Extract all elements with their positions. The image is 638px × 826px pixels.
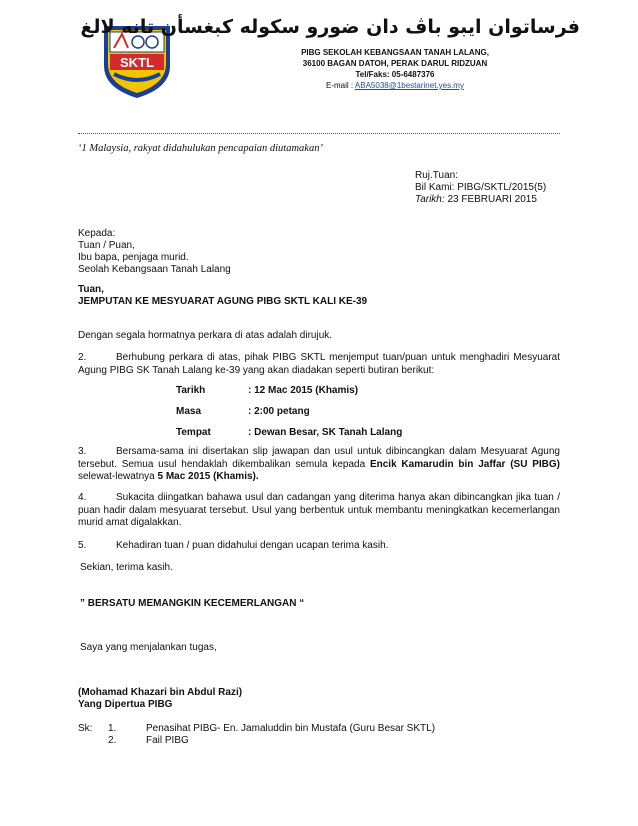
org-line: PIBG SEKOLAH KEBANGSAAN TANAH LALANG, [301,48,489,57]
paragraph-5-text: Kehadiran tuan / puan didahului dengan ucapan terima kasih. [116,540,389,551]
ref-ruj: Ruj.Tuan: [415,170,458,181]
paragraph-4-number: 4. [78,492,87,503]
detail-date-value: : 12 Mac 2015 (Khamis) [248,385,359,396]
tel-line: Tel/Faks: 05-6487376 [355,70,435,79]
email-line [230,81,560,90]
ref-date-label: Tarikh: [415,194,445,205]
detail-time-value: : 2:00 petang [248,406,310,417]
email-link[interactable]: ABA5038@1bestarinet.yes.my [354,81,464,90]
paragraph-1: Dengan segala hormatnya perkara di atas adalah dirujuk. [78,330,333,341]
paragraph-3-text-b: selewat-lewatnya [78,471,158,482]
recipient-line2: Ibu bapa, penjaga murid. [78,252,189,263]
detail-time-label: Masa [176,406,202,417]
paragraph-3-contact: Encik Kamarudin bin Jaffar (SU PIBG) [369,458,560,470]
header-divider [78,133,560,134]
ref-date [415,194,537,207]
ref-bil: Bil Kami: PIBG/SKTL/2015(5) [415,182,547,193]
cc-1-number: 1. [108,723,117,734]
motto: ‘1 Malaysia, rakyat didahulukan pencapaian diutamakan’ [78,143,323,154]
detail-venue-value: : Dewan Besar, SK Tanah Lalang [248,427,403,438]
recipient-line1: Tuan / Puan, [78,240,135,251]
cc-2-number: 2. [108,735,117,746]
paragraph-2-text: Berhubung perkara di atas, pihak PIBG SKTL menjemput tuan/puan untuk menghadiri Mesyuarat Agung PIBG SK Tanah Lalang ke-39 yang akan diadakan seperti butiran berikut: [78,352,560,376]
paragraph-3-number: 3. [78,446,87,457]
email-label: E-mail : [326,81,354,90]
slogan: ” BERSATU MEMANGKIN KECEMERLANGAN “ [80,598,305,609]
detail-venue-label: Tempat [176,427,211,438]
signer-title: Yang Dipertua PIBG [78,699,173,710]
salutation: Tuan, [78,284,104,295]
logo-text: SKTL [120,55,154,70]
paragraph-3-deadline: 5 Mac 2015 (Khamis). [157,471,259,482]
paragraph-5-number: 5. [78,540,87,551]
signer-name: (Mohamad Khazari bin Abdul Razi) [78,687,243,698]
paragraph-5 [78,540,388,553]
paragraph-4-text: Sukacita diingatkan bahawa usul dan cadangan yang diterima hanya akan dibincangkan jika tuan / puan hadir dalam mesyuarat tersebut. Usul yang berbentuk untuk membantu meningkatkan kecemerlangan murid amat digalakkan. [78,492,560,528]
paragraph-4 [78,492,560,530]
paragraph-2 [78,352,560,377]
jawi-title: فرساتوان ايبو باڤ دان ضورو سکوله کبغسأن تانه لالغ [80,16,580,38]
closing: Sekian, terima kasih. [80,562,173,573]
detail-date-label: Tarikh [176,385,206,396]
cc-2-text: Fail PIBG [146,735,189,746]
paragraph-3-text-a: Bersama-sama ini disertakan slip jawapan dan usul untuk dibincangkan dalam Mesyuarat Agung tersebut. Semua usul hendaklah dikembalikan semula kepada [78,446,560,470]
address-line: 36100 BAGAN DATOH, PERAK DARUL RIDZUAN [302,59,488,68]
cc-label: Sk: [78,723,93,734]
recipient-kepada: Kepada: [78,228,116,239]
paragraph-2-number: 2. [78,352,87,363]
ref-date-value: 23 FEBRUARI 2015 [447,194,537,205]
recipient-line3: Seolah Kebangsaan Tanah Lalang [78,264,231,275]
paragraph-3 [78,446,560,484]
cc-1-text: Penasihat PIBG- En. Jamaluddin bin Mustafa (Guru Besar SKTL) [146,723,436,734]
subject: JEMPUTAN KE MESYUARAT AGUNG PIBG SKTL KALI KE-39 [78,296,368,307]
sign-intro: Saya yang menjalankan tugas, [80,642,217,653]
